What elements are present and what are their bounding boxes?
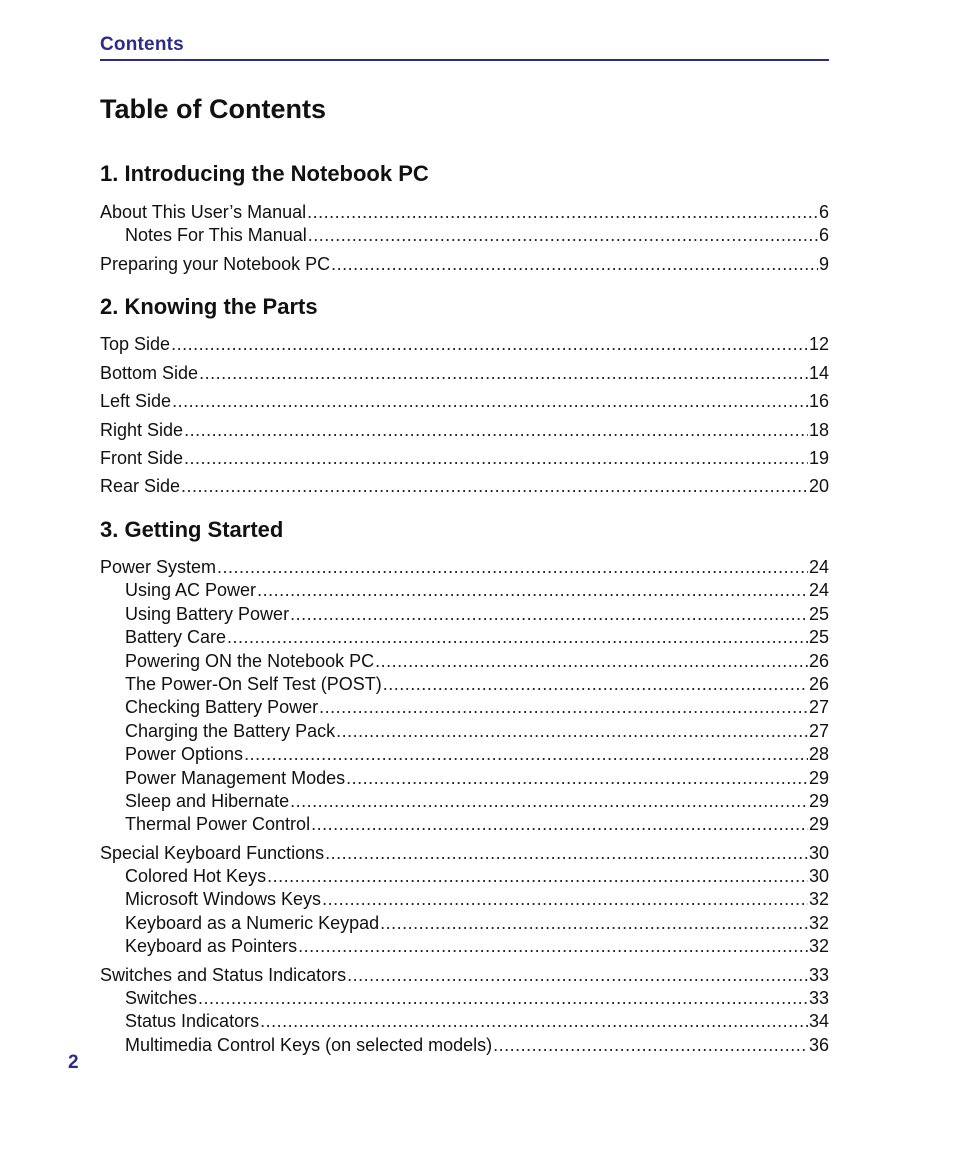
toc-entry[interactable] — [125, 650, 829, 672]
dot-leader — [298, 935, 808, 957]
toc-entry[interactable] — [125, 790, 829, 812]
dot-leader — [347, 964, 808, 986]
toc-entry-title: Preparing your Notebook PC — [100, 254, 331, 274]
dot-leader — [336, 720, 808, 742]
toc-entry[interactable] — [100, 964, 829, 986]
dot-leader — [171, 333, 808, 355]
toc-entry-title: Right Side — [100, 420, 184, 440]
toc-entry[interactable] — [125, 767, 829, 789]
section-heading-3: 3. Getting Started — [100, 517, 284, 542]
toc-entry-title: Front Side — [100, 448, 184, 468]
dot-leader — [311, 813, 808, 835]
dot-leader — [198, 987, 808, 1009]
dot-leader — [307, 201, 818, 223]
toc-entry[interactable] — [125, 720, 829, 742]
toc-entry-page: 6 — [818, 202, 829, 222]
toc-entry-page: 14 — [808, 363, 829, 383]
toc-entry-title: Top Side — [100, 334, 171, 354]
dot-leader — [493, 1034, 808, 1056]
dot-leader — [383, 673, 808, 695]
toc-entry[interactable] — [100, 333, 829, 355]
dot-leader — [199, 362, 808, 384]
toc-entry-page: 33 — [808, 988, 829, 1008]
dot-leader — [380, 912, 808, 934]
dot-leader — [375, 650, 808, 672]
toc-entry[interactable] — [125, 987, 829, 1009]
toc-entry-title: Switches — [125, 988, 198, 1008]
toc-entry-page: 25 — [808, 604, 829, 624]
toc-entry-page: 25 — [808, 627, 829, 647]
toc-entry-page: 27 — [808, 721, 829, 741]
dot-leader — [227, 626, 808, 648]
dot-leader — [184, 447, 808, 469]
toc-entry-title: Keyboard as a Numeric Keypad — [125, 913, 380, 933]
toc-entry-page: 27 — [808, 697, 829, 717]
toc-entry-page: 33 — [808, 965, 829, 985]
toc-entry[interactable] — [125, 888, 829, 910]
toc-entry-page: 20 — [808, 476, 829, 496]
toc-entry[interactable] — [125, 579, 829, 601]
toc-entry-title: Notes For This Manual — [125, 225, 307, 245]
toc-entry-title: Keyboard as Pointers — [125, 936, 298, 956]
toc-entry[interactable] — [100, 556, 829, 578]
toc-entry[interactable] — [100, 419, 829, 441]
running-header: Contents — [100, 34, 184, 55]
page-title: Table of Contents — [100, 94, 326, 124]
toc-entry-page: 24 — [808, 557, 829, 577]
toc-entry-title: Thermal Power Control — [125, 814, 311, 834]
toc-entry-page: 19 — [808, 448, 829, 468]
toc-entry-page: 32 — [808, 936, 829, 956]
dot-leader — [346, 767, 808, 789]
toc-entry-page: 6 — [818, 225, 829, 245]
toc-entry-title: Charging the Battery Pack — [125, 721, 336, 741]
toc-entry-page: 16 — [808, 391, 829, 411]
toc-entry-page: 26 — [808, 651, 829, 671]
toc-entry-title: Power Management Modes — [125, 768, 346, 788]
toc-entry-page: 18 — [808, 420, 829, 440]
toc-entry-page: 29 — [808, 768, 829, 788]
toc-entry-page: 34 — [808, 1011, 829, 1031]
dot-leader — [217, 556, 808, 578]
dot-leader — [184, 419, 808, 441]
toc-entry[interactable] — [100, 475, 829, 497]
toc-entry-title: Microsoft Windows Keys — [125, 889, 322, 909]
toc-entry-title: Using Battery Power — [125, 604, 290, 624]
toc-entry[interactable] — [125, 696, 829, 718]
dot-leader — [308, 224, 818, 246]
toc-entry-page: 26 — [808, 674, 829, 694]
toc-entry-title: Rear Side — [100, 476, 181, 496]
toc-entry[interactable] — [100, 842, 829, 864]
toc-entry-page: 36 — [808, 1035, 829, 1055]
toc-entry-title: Power System — [100, 557, 217, 577]
toc-entry-title: Switches and Status Indicators — [100, 965, 347, 985]
toc-entry[interactable] — [125, 224, 829, 246]
section-heading-2: 2. Knowing the Parts — [100, 294, 318, 319]
toc-entry[interactable] — [125, 1010, 829, 1032]
toc-entry-page: 28 — [808, 744, 829, 764]
section-heading-1: 1. Introducing the Notebook PC — [100, 161, 429, 186]
toc-entry-title: Battery Care — [125, 627, 227, 647]
toc-entry-title: Multimedia Control Keys (on selected models) — [125, 1035, 493, 1055]
toc-entry-title: About This User’s Manual — [100, 202, 307, 222]
toc-entry-page: 29 — [808, 814, 829, 834]
dot-leader — [325, 842, 808, 864]
toc-entry-page: 24 — [808, 580, 829, 600]
dot-leader — [260, 1010, 808, 1032]
toc-entry-title: Status Indicators — [125, 1011, 260, 1031]
toc-entry-title: Sleep and Hibernate — [125, 791, 290, 811]
toc-entry-page: 12 — [808, 334, 829, 354]
dot-leader — [290, 790, 808, 812]
toc-entry[interactable] — [100, 201, 829, 223]
toc-entry-title: Bottom Side — [100, 363, 199, 383]
toc-entry-page: 32 — [808, 889, 829, 909]
toc-entry-page: 32 — [808, 913, 829, 933]
toc-entry-page: 30 — [808, 866, 829, 886]
toc-entry[interactable] — [100, 362, 829, 384]
toc-entry-title: Checking Battery Power — [125, 697, 319, 717]
toc-entry[interactable] — [125, 813, 829, 835]
toc-entry[interactable] — [125, 603, 829, 625]
dot-leader — [319, 696, 808, 718]
toc-entry-page: 30 — [808, 843, 829, 863]
dot-leader — [257, 579, 808, 601]
toc-entry-title: Colored Hot Keys — [125, 866, 267, 886]
toc-entry[interactable] — [100, 447, 829, 469]
toc-entry[interactable] — [125, 912, 829, 934]
dot-leader — [331, 253, 818, 275]
dot-leader — [181, 475, 808, 497]
dot-leader — [244, 743, 808, 765]
toc-entry[interactable] — [125, 865, 829, 887]
toc-entry[interactable] — [125, 1034, 829, 1056]
toc-entry-title: Special Keyboard Functions — [100, 843, 325, 863]
toc-entry-title: Power Options — [125, 744, 244, 764]
header-rule — [100, 59, 829, 61]
toc-entry[interactable] — [125, 626, 829, 648]
toc-entry[interactable] — [125, 935, 829, 957]
toc-entry-page: 9 — [818, 254, 829, 274]
dot-leader — [172, 390, 808, 412]
toc-entry-title: The Power-On Self Test (POST) — [125, 674, 382, 694]
toc-entry[interactable] — [100, 253, 829, 275]
toc-entry[interactable] — [125, 743, 829, 765]
toc-entry-page: 29 — [808, 791, 829, 811]
page-number: 2 — [68, 1052, 79, 1073]
dot-leader — [267, 865, 808, 887]
toc-entry[interactable] — [125, 673, 829, 695]
dot-leader — [290, 603, 808, 625]
dot-leader — [322, 888, 808, 910]
toc-entry-title: Left Side — [100, 391, 172, 411]
toc-entry-title: Powering ON the Notebook PC — [125, 651, 375, 671]
toc-entry-title: Using AC Power — [125, 580, 257, 600]
toc-entry[interactable] — [100, 390, 829, 412]
